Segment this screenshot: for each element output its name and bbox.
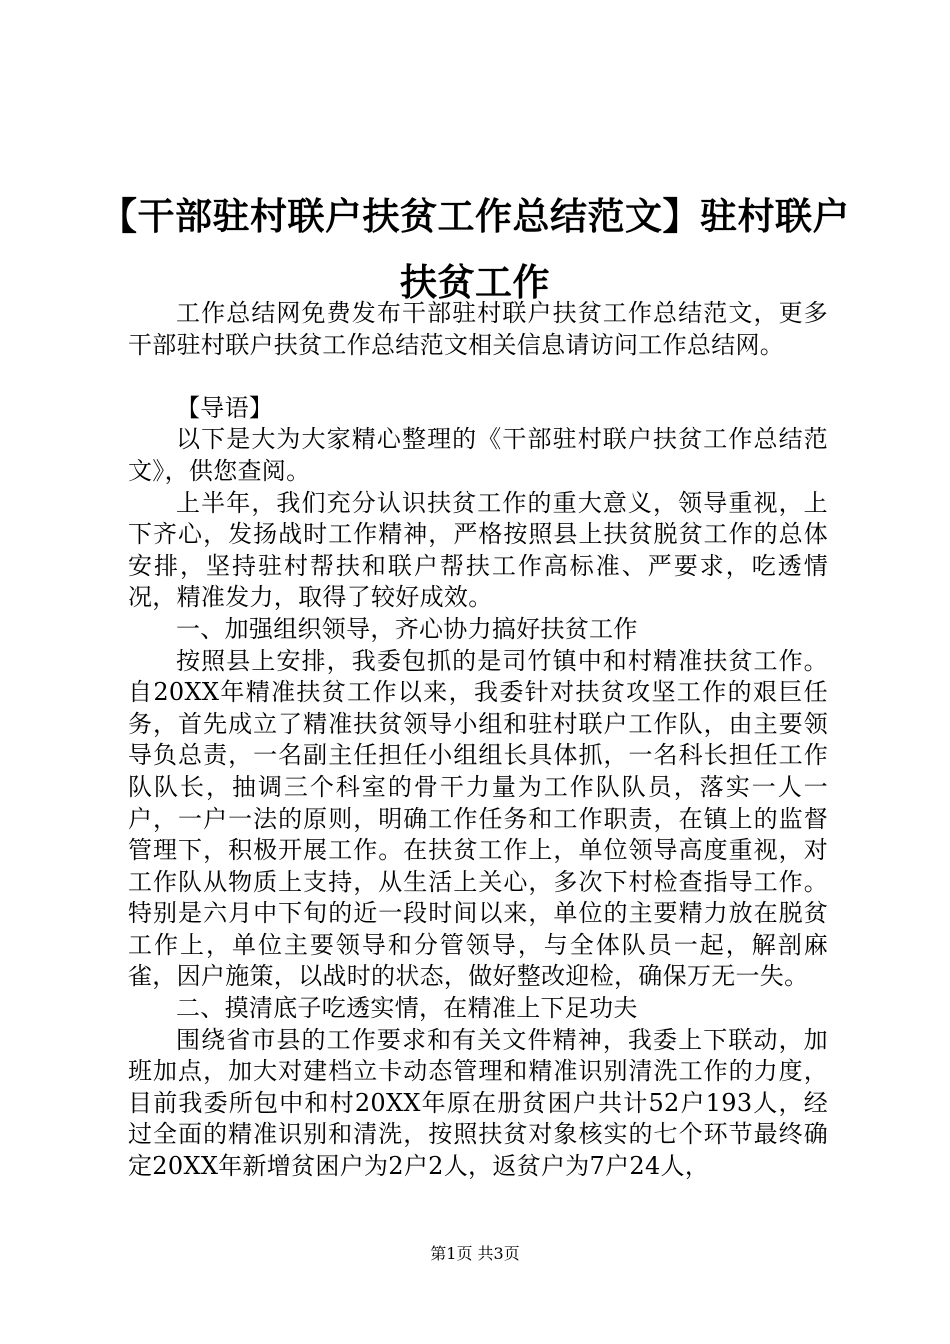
section-heading-1: 一、加强组织领导，齐心协力搞好扶贫工作 xyxy=(176,614,638,643)
guide-paragraph: 以下是大为大家精心整理的《干部驻村联户扶贫工作总结范文》，供您查阅。 xyxy=(128,425,828,485)
section-label-guide: 【导语】 xyxy=(176,393,274,422)
section-2-paragraph: 围绕省市县的工作要求和有关文件精神，我委上下联动，加班加点，加大对建档立卡动态管理和精准识别清洗工作的力度，目前我委所包中和村20XX年原在册贫困户共计52户193人，经过全面的精准识别和清洗，按照扶贫对象核实的七个环节最终确定20XX年新增贫困户为2户2人，返贫户为7户24人， xyxy=(128,1025,828,1181)
summary-paragraph: 上半年，我们充分认识扶贫工作的重大意义，领导重视，上下齐心，发扬战时工作精神，严格按照县上扶贫脱贫工作的总体安排，坚持驻村帮扶和联户帮扶工作高标准、严要求，吃透情况，精准发力，取得了较好成效。 xyxy=(128,488,828,612)
page-number-footer: 第1页 共3页 xyxy=(430,1244,520,1263)
section-heading-2: 二、摸清底子吃透实情，在精准上下足功夫 xyxy=(176,994,638,1023)
document-body xyxy=(128,298,828,1183)
intro-paragraph: 工作总结网免费发布干部驻村联户扶贫工作总结范文，更多干部驻村联户扶贫工作总结范文相关信息请访问工作总结网。 xyxy=(128,299,828,359)
section-1-paragraph: 按照县上安排，我委包抓的是司竹镇中和村精准扶贫工作。自20XX年精准扶贫工作以来，我委针对扶贫攻坚工作的艰巨任务，首先成立了精准扶贫领导小组和驻村联户工作队，由主要领导负总责，一名副主任担任小组组长具体抓，一名科长担任工作队队长，抽调三个科室的骨干力量为工作队队员，落实一人一户，一户一法的原则，明确工作任务和工作职责，在镇上的监督管理下，积极开展工作。在扶贫工作上，单位领导高度重视，对工作队从物质上支持，从生活上关心，多次下村检查指导工作。特别是六月中下旬的近一段时间以来，单位的主要精力放在脱贫工作上，单位主要领导和分管领导，与全体队员一起，解剖麻雀，因户施策，以战时的状态，做好整改迎检，确保万无一失。 xyxy=(128,646,828,991)
document-title: 【干部驻村联户扶贫工作总结范文】驻村联户扶贫工作 xyxy=(100,195,850,304)
